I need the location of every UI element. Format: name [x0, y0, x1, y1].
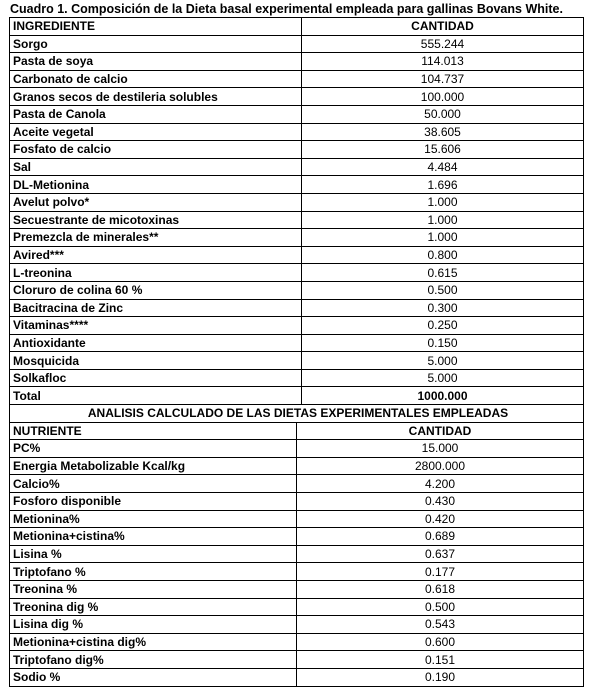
column-header-cantidad: CANTIDAD	[302, 18, 584, 36]
row-label: L-treonina	[10, 264, 302, 282]
table-row	[10, 229, 584, 247]
row-value: 1.000	[302, 229, 584, 247]
row-value: 1.000	[302, 193, 584, 211]
row-label: Sorgo	[10, 35, 302, 53]
table-row	[10, 123, 584, 141]
total-value: 1000.000	[302, 387, 584, 405]
table-row	[10, 563, 584, 581]
row-value: 104.737	[302, 70, 584, 88]
table-row	[10, 651, 584, 669]
column-header-nutriente: NUTRIENTE	[10, 422, 297, 440]
row-value: 555.244	[302, 35, 584, 53]
table-row	[10, 193, 584, 211]
row-value: 4.484	[302, 158, 584, 176]
table-row	[10, 580, 584, 598]
row-label: Lisina %	[10, 545, 297, 563]
table-row	[10, 492, 584, 510]
row-label: Treonina %	[10, 580, 297, 598]
row-label: Calcio%	[10, 475, 297, 493]
table-row	[10, 299, 584, 317]
row-label: Sal	[10, 158, 302, 176]
table-row	[10, 352, 584, 370]
row-value: 2800.000	[297, 457, 584, 475]
analysis-section-title: ANALISIS CALCULADO DE LAS DIETAS EXPERIMENTALES EMPLEADAS	[10, 405, 584, 423]
table-row	[10, 176, 584, 194]
row-value: 100.000	[302, 88, 584, 106]
row-value: 114.013	[302, 53, 584, 71]
row-value: 0.618	[297, 580, 584, 598]
row-label: Mosquicida	[10, 352, 302, 370]
nutrient-analysis-table	[9, 404, 584, 687]
row-label: Secuestrante de micotoxinas	[10, 211, 302, 229]
row-value: 0.689	[297, 528, 584, 546]
row-value: 0.190	[297, 668, 584, 686]
table-row	[10, 281, 584, 299]
total-label: Total	[10, 387, 302, 405]
row-label: Metionina+cistina%	[10, 528, 297, 546]
row-label: DL-Metionina	[10, 176, 302, 194]
table-row	[10, 668, 584, 686]
row-label: Pasta de Canola	[10, 105, 302, 123]
row-label: Granos secos de destileria solubles	[10, 88, 302, 106]
row-value: 50.000	[302, 105, 584, 123]
row-label: Triptofano %	[10, 563, 297, 581]
table-row	[10, 545, 584, 563]
row-label: Fosfato de calcio	[10, 141, 302, 159]
row-value: 38.605	[302, 123, 584, 141]
row-value: 0.637	[297, 545, 584, 563]
table-row	[10, 246, 584, 264]
row-value: 0.800	[302, 246, 584, 264]
row-value: 1.000	[302, 211, 584, 229]
table-row	[10, 475, 584, 493]
row-value: 0.543	[297, 616, 584, 634]
table-row	[10, 317, 584, 335]
row-label: Pasta de soya	[10, 53, 302, 71]
row-value: 0.615	[302, 264, 584, 282]
row-label: Sodio %	[10, 668, 297, 686]
row-value: 0.250	[302, 317, 584, 335]
column-header-ingrediente: INGREDIENTE	[10, 18, 302, 36]
row-value: 5.000	[302, 369, 584, 387]
row-label: Energia Metabolizable Kcal/kg	[10, 457, 297, 475]
table-row	[10, 88, 584, 106]
table-row	[10, 264, 584, 282]
table-caption: Cuadro 1. Composición de la Dieta basal experimental empleada para gallinas Bovans White.	[10, 2, 563, 16]
row-value: 0.420	[297, 510, 584, 528]
row-value: 0.150	[302, 334, 584, 352]
table-row	[10, 457, 584, 475]
row-label: Bacitracina de Zinc	[10, 299, 302, 317]
row-value: 0.177	[297, 563, 584, 581]
table-row	[10, 141, 584, 159]
row-label: Triptofano dig%	[10, 651, 297, 669]
row-value: 0.500	[302, 281, 584, 299]
row-label: Cloruro de colina 60 %	[10, 281, 302, 299]
table-row	[10, 598, 584, 616]
row-value: 4.200	[297, 475, 584, 493]
table-row	[10, 528, 584, 546]
row-label: Carbonato de calcio	[10, 70, 302, 88]
table-row	[10, 53, 584, 71]
column-header-cantidad: CANTIDAD	[297, 422, 584, 440]
row-value: 0.430	[297, 492, 584, 510]
table-row	[10, 105, 584, 123]
total-row	[10, 387, 584, 405]
table-row	[10, 616, 584, 634]
row-value: 0.151	[297, 651, 584, 669]
row-label: Antioxidante	[10, 334, 302, 352]
row-value: 15.606	[302, 141, 584, 159]
row-label: Premezcla de minerales**	[10, 229, 302, 247]
row-label: Fosforo disponible	[10, 492, 297, 510]
row-label: Treonina dig %	[10, 598, 297, 616]
row-value: 0.500	[297, 598, 584, 616]
table-row	[10, 633, 584, 651]
table-row	[10, 211, 584, 229]
row-value: 0.300	[302, 299, 584, 317]
row-value: 15.000	[297, 440, 584, 458]
table-row	[10, 70, 584, 88]
row-label: Avelut polvo*	[10, 193, 302, 211]
table-header-row	[10, 422, 584, 440]
row-label: PC%	[10, 440, 297, 458]
row-label: Metionina%	[10, 510, 297, 528]
table-row	[10, 158, 584, 176]
row-label: Aceite vegetal	[10, 123, 302, 141]
row-value: 5.000	[302, 352, 584, 370]
row-label: Lisina dig %	[10, 616, 297, 634]
row-value: 0.600	[297, 633, 584, 651]
row-label: Avired***	[10, 246, 302, 264]
table-row	[10, 369, 584, 387]
table-row	[10, 35, 584, 53]
section-title-row	[10, 405, 584, 423]
row-label: Metionina+cistina dig%	[10, 633, 297, 651]
row-value: 1.696	[302, 176, 584, 194]
table-row	[10, 440, 584, 458]
table-row	[10, 334, 584, 352]
table-row	[10, 510, 584, 528]
row-label: Solkafloc	[10, 369, 302, 387]
table-header-row	[10, 18, 584, 36]
ingredients-table	[9, 17, 584, 405]
row-label: Vitaminas****	[10, 317, 302, 335]
